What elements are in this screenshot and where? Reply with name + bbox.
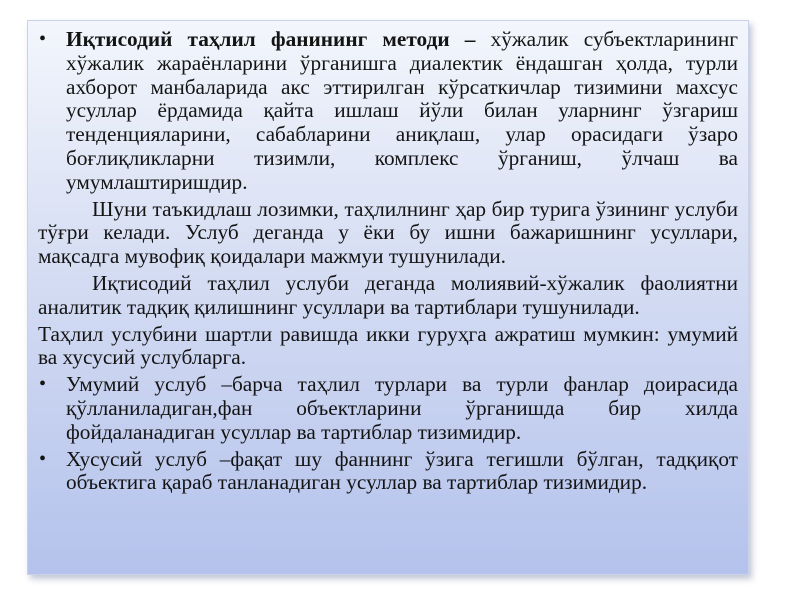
- specific-style-text: Хусусий услуб –фақат шу фаннинг ўзига тегишли бўлган, тадқиқот объектига қараб танланадиган усуллар ва тартиблар тизимидир.: [66, 446, 738, 495]
- method-term: Иқтисодий таҳлил фанининг методи –: [66, 27, 476, 51]
- paragraph-style-groups: Таҳлил услубини шартли равишда икки гуруҳга ажратиш мумкин: умумий ва хусусий услубларга.: [38, 321, 738, 370]
- bullet-icon: •: [39, 373, 47, 396]
- bullet-icon: •: [39, 447, 47, 470]
- paragraph-style-definition: Иқтисодий таҳлил услуби деганда молиявий-хўжалик фаолиятни аналитик тадқиқ қилишнинг усуллари ва тартиблари тушунилади.: [38, 270, 738, 319]
- bullet-icon: •: [39, 28, 47, 50]
- paragraph-method-definition: [38, 28, 738, 195]
- method-definition-text: хўжалик субъектларининг хўжалик жараёнларини ўрганишга диалектик ёндашган ҳолда, турли ахборот манбаларида акс эттирилган кўрсаткичлар тизимини махсус усуллар ёрдамида қайта ишлаш йўли билан уларнинг ўзгариш тенденцияларини, сабабларини аниқлаш, улар орасидаги ўзаро боғлиқликларни тизимли, комплекс ўрганиш, ўлчаш ва умумлаштиришдир.: [66, 27, 738, 194]
- text-panel: [27, 20, 749, 575]
- paragraph-specific-style: [38, 448, 738, 496]
- paragraph-style-note: Шуни таъкидлаш лозимки, таҳлилнинг ҳар бир турига ўзининг услуби тўғри келади. Услуб деганда у ёки бу ишни бажаришнинг усуллари, мақсадга мувофиқ қоидалари мажмуи тушунилади.: [38, 196, 738, 269]
- paragraph-general-style: [38, 373, 738, 444]
- general-style-text: Умумий услуб –барча таҳлил турлари ва турли фанлар доирасида қўлланиладиган,фан объектларини ўрганишда бир хилда фойдаланадиган усуллар ва тартиблар тизимидир.: [66, 372, 738, 444]
